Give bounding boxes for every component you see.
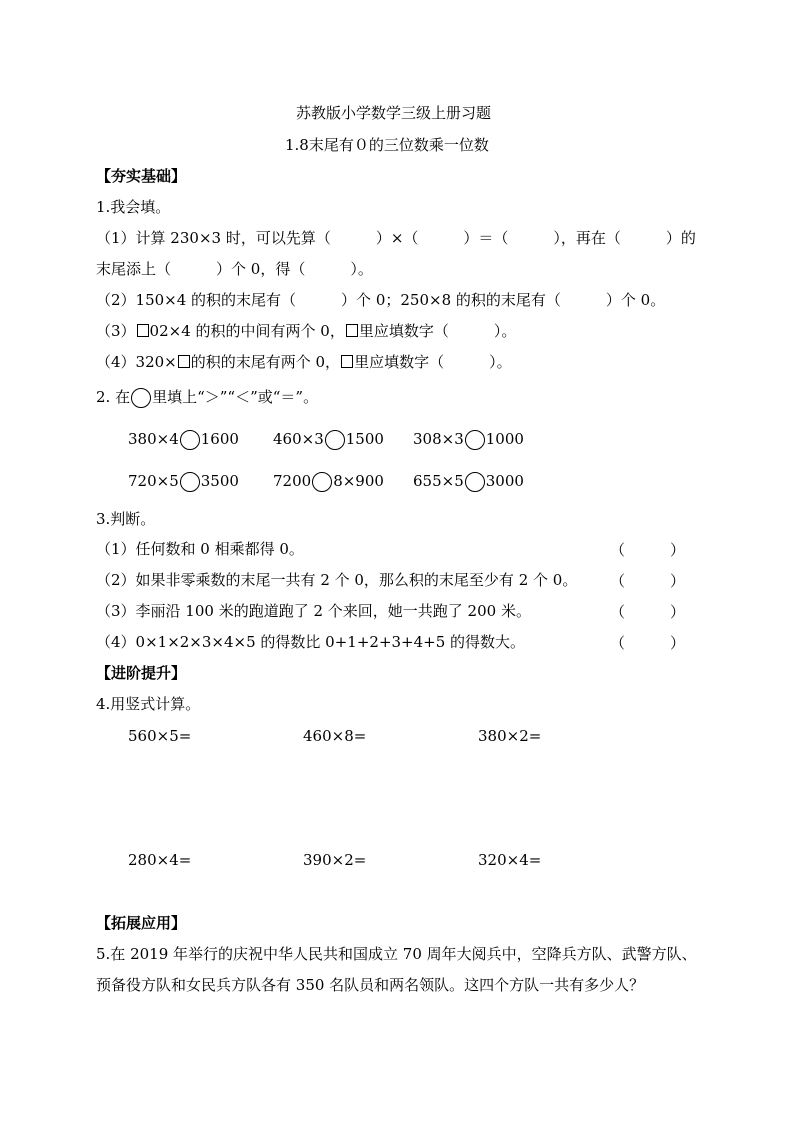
compare-left: 720×5 bbox=[128, 472, 179, 490]
judge-answer-1[interactable]: （ ） bbox=[610, 541, 686, 559]
section-advanced: 【进阶提升】 bbox=[96, 664, 187, 682]
q1-item4-prefix: （4）320× bbox=[96, 353, 177, 371]
compare-item bbox=[128, 429, 239, 450]
q4-title: 4.用竖式计算。 bbox=[96, 695, 201, 713]
q2-title-prefix: 2. 在 bbox=[96, 388, 131, 406]
page-title: 苏教版小学数学三级上册习题 bbox=[296, 104, 492, 122]
q5-line2: 预备役方队和女民兵方队各有 350 名队员和两名领队。这四个方队一共有多少人？ bbox=[96, 976, 645, 994]
calc-item: 460×8= bbox=[303, 727, 367, 745]
q1-item3-end: 里应填数字（ ）。 bbox=[358, 322, 517, 340]
q1-title: 1.我会填。 bbox=[96, 198, 171, 216]
calc-item: 560×5= bbox=[128, 727, 192, 745]
q1-item4-text: 的积的末尾有两个 0， bbox=[190, 353, 341, 371]
q1-item1-line2: 末尾添上（ ）个 0，得（ ）。 bbox=[96, 260, 373, 278]
square-box-icon bbox=[178, 355, 190, 368]
compare-right: 1000 bbox=[485, 430, 524, 448]
section-extend: 【拓展应用】 bbox=[96, 914, 187, 932]
compare-right: 8×900 bbox=[333, 472, 384, 490]
compare-left: 655×5 bbox=[413, 472, 464, 490]
q1-item3 bbox=[96, 321, 516, 341]
q1-item2: （2）150×4 的积的末尾有（ ）个 0；250×8 的积的末尾有（ ）个 0。 bbox=[96, 291, 666, 309]
judge-item-2: （2）如果非零乘数的末尾一共有 2 个 0，那么积的末尾至少有 2 个 0。 bbox=[96, 571, 578, 589]
judge-answer-2[interactable]: （ ） bbox=[610, 572, 686, 590]
q2-title-suffix: 里填上“＞”“＜”或“＝”。 bbox=[152, 388, 319, 406]
calc-item: 390×2= bbox=[303, 851, 367, 869]
circle-blank-icon bbox=[131, 388, 151, 408]
square-box-icon bbox=[341, 355, 353, 368]
square-box-icon bbox=[346, 324, 358, 337]
compare-left: 380×4 bbox=[128, 430, 179, 448]
circle-blank-icon bbox=[465, 472, 485, 492]
compare-right: 1500 bbox=[345, 430, 384, 448]
compare-left: 7200 bbox=[273, 472, 312, 490]
compare-left: 308×3 bbox=[413, 430, 464, 448]
page-subtitle: 1.8末尾有０的三位数乘一位数 bbox=[285, 136, 489, 154]
circle-blank-icon bbox=[312, 472, 332, 492]
q2-title bbox=[96, 387, 318, 408]
q3-title: 3.判断。 bbox=[96, 510, 156, 528]
q1-item3-text: 02×4 的积的中间有两个 0， bbox=[149, 322, 345, 340]
calc-item: 380×2= bbox=[478, 727, 542, 745]
compare-item bbox=[413, 471, 524, 492]
compare-right: 3500 bbox=[200, 472, 239, 490]
judge-answer-4[interactable]: （ ） bbox=[610, 634, 686, 652]
compare-left: 460×3 bbox=[273, 430, 324, 448]
calc-item: 320×4= bbox=[478, 851, 542, 869]
judge-item-4: （4）0×1×2×3×4×5 的得数比 0+1+2+3+4+5 的得数大。 bbox=[96, 633, 526, 651]
square-box-icon bbox=[137, 324, 149, 337]
compare-item bbox=[273, 471, 384, 492]
circle-blank-icon bbox=[180, 430, 200, 450]
compare-right: 1600 bbox=[200, 430, 239, 448]
judge-answer-3[interactable]: （ ） bbox=[610, 603, 686, 621]
circle-blank-icon bbox=[180, 472, 200, 492]
calc-item: 280×4= bbox=[128, 851, 192, 869]
q1-item1-line1: （1）计算 230×3 时，可以先算（ ）×（ ）＝（ ），再在（ ）的 bbox=[96, 229, 696, 247]
compare-item bbox=[128, 471, 239, 492]
judge-item-1: （1）任何数和 0 相乘都得 0。 bbox=[96, 540, 304, 558]
q1-item4-end: 里应填数字（ ）。 bbox=[354, 353, 512, 371]
section-basic: 【夯实基础】 bbox=[96, 167, 187, 185]
compare-item bbox=[273, 429, 384, 450]
judge-item-3: （3）李丽沿 100 米的跑道跑了 2 个来回，她一共跑了 200 米。 bbox=[96, 602, 531, 620]
q1-item3-prefix: （3） bbox=[96, 322, 136, 340]
compare-right: 3000 bbox=[485, 472, 524, 490]
q1-item4 bbox=[96, 352, 512, 372]
compare-item bbox=[413, 429, 524, 450]
circle-blank-icon bbox=[325, 430, 345, 450]
q5-line1: 5.在 2019 年举行的庆祝中华人民共和国成立 70 周年大阅兵中，空降兵方队、武警方队、 bbox=[96, 945, 697, 963]
circle-blank-icon bbox=[465, 430, 485, 450]
